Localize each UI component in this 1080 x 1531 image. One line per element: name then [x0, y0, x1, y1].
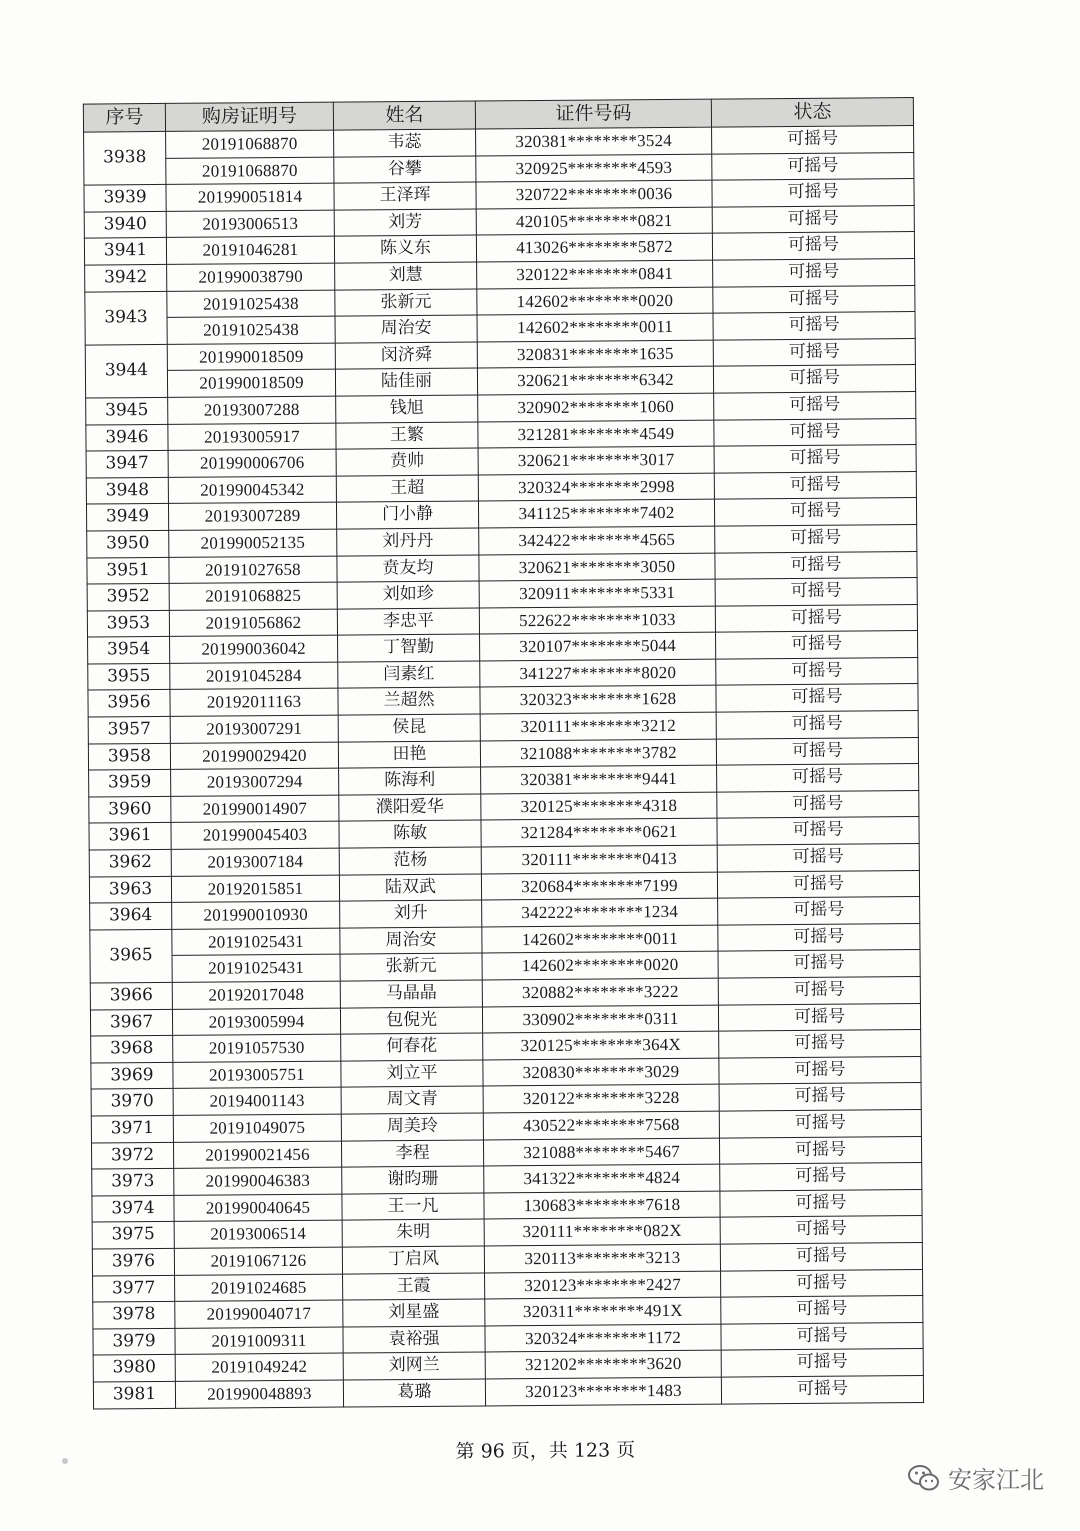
cell-cert-no: 20193006513: [166, 210, 334, 238]
wechat-icon: [908, 1464, 940, 1492]
cell-cert-no: 20193005994: [172, 1008, 340, 1036]
cell-seq: 3959: [89, 770, 171, 797]
cell-seq: 3977: [93, 1275, 175, 1302]
cell-status: 可摇号: [718, 923, 920, 951]
cell-status: 可摇号: [721, 1375, 923, 1403]
cell-status: 可摇号: [721, 1269, 923, 1297]
cell-cert-no: 201990052135: [169, 529, 337, 557]
cell-cert-no: 201990048893: [175, 1380, 343, 1408]
cell-id-no: 341227********8020: [480, 659, 716, 687]
cell-name: 周美玲: [341, 1113, 483, 1141]
cell-status: 可摇号: [715, 524, 917, 552]
cell-id-no: 320381********3524: [476, 127, 712, 155]
cell-name: 葛璐: [343, 1379, 485, 1407]
cell-id-no: 342422********4565: [479, 526, 715, 554]
cell-name: 陈义东: [334, 235, 476, 263]
cell-name: 谢昀珊: [342, 1166, 484, 1194]
cell-cert-no: 20191068870: [166, 130, 334, 158]
cell-name: 陆双武: [339, 874, 481, 902]
cell-cert-no: 20191049075: [173, 1114, 341, 1142]
cell-cert-no: 20192015851: [171, 875, 339, 903]
cell-status: 可摇号: [713, 285, 915, 313]
cell-cert-no: 20193007288: [168, 396, 336, 424]
cell-id-no: 342222********1234: [482, 898, 718, 926]
cell-cert-no: 20191025438: [167, 290, 335, 318]
cell-status: 可摇号: [719, 1083, 921, 1111]
cell-status: 可摇号: [714, 391, 916, 419]
cell-cert-no: 20193007289: [168, 502, 336, 530]
cell-seq: 3961: [89, 823, 171, 850]
cell-name: 范杨: [339, 847, 481, 875]
cell-cert-no: 201990040645: [174, 1194, 342, 1222]
cell-cert-no: 20193007291: [170, 715, 338, 743]
cell-status: 可摇号: [712, 126, 914, 154]
cell-cert-no: 20191024685: [175, 1274, 343, 1302]
cell-seq: 3953: [87, 610, 169, 637]
cell-seq: 3966: [90, 982, 172, 1009]
cell-name: 马晶晶: [340, 980, 482, 1008]
cell-name: 刘芳: [334, 209, 476, 237]
cell-id-no: 130683********7618: [484, 1191, 720, 1219]
cell-status: 可摇号: [713, 365, 915, 393]
cell-seq: 3945: [86, 397, 168, 424]
cell-id-no: 320122********0841: [477, 260, 713, 288]
cell-name: 丁启风: [342, 1246, 484, 1274]
cell-seq: 3960: [89, 796, 171, 823]
cell-status: 可摇号: [718, 977, 920, 1005]
cell-status: 可摇号: [715, 578, 917, 606]
cell-name: 周治安: [335, 315, 477, 343]
cell-cert-no: 201990040717: [175, 1300, 343, 1328]
cell-status: 可摇号: [719, 1030, 921, 1058]
cell-id-no: 142602********0020: [477, 287, 713, 315]
cell-status: 可摇号: [721, 1349, 923, 1377]
cell-cert-no: 201990021456: [173, 1141, 341, 1169]
cell-cert-no: 201990045342: [168, 476, 336, 504]
cell-id-no: 320621********6342: [477, 366, 713, 394]
cell-cert-no: 201990038790: [167, 263, 335, 291]
cell-seq: 3952: [87, 584, 169, 611]
cell-cert-no: 20191056862: [169, 609, 337, 637]
cell-id-no: 320621********3017: [478, 446, 714, 474]
cell-status: 可摇号: [718, 897, 920, 925]
cell-seq: 3946: [86, 424, 168, 451]
cell-id-no: 320123********2427: [485, 1271, 721, 1299]
cell-name: 刘网兰: [343, 1352, 485, 1380]
cell-cert-no: 20191009311: [175, 1327, 343, 1355]
cell-name: 王一凡: [342, 1193, 484, 1221]
cell-seq: 3941: [84, 238, 166, 265]
cell-seq: 3951: [87, 557, 169, 584]
cell-name: 刘慧: [335, 262, 477, 290]
cell-name: 濮阳爱华: [339, 794, 481, 822]
cell-name: 王繁: [336, 422, 478, 450]
cell-id-no: 320684********7199: [481, 872, 717, 900]
cell-cert-no: 20193007294: [171, 768, 339, 796]
cell-cert-no: 201990046383: [174, 1167, 342, 1195]
cell-name: 周治安: [340, 927, 482, 955]
cell-name: 张新元: [335, 289, 477, 317]
cell-seq: 3976: [92, 1248, 174, 1275]
cell-seq: 3948: [86, 477, 168, 504]
cell-cert-no: 20193005917: [168, 423, 336, 451]
cell-id-no: 320902********1060: [478, 393, 714, 421]
cell-id-no: 142602********0020: [482, 952, 718, 980]
cell-name: 张新元: [340, 953, 482, 981]
cell-status: 可摇号: [721, 1296, 923, 1324]
cell-seq: 3956: [88, 690, 170, 717]
cell-seq: 3967: [90, 1009, 172, 1036]
header-seq: 序号: [83, 103, 165, 132]
cell-status: 可摇号: [717, 870, 919, 898]
cell-cert-no: 20191057530: [173, 1034, 341, 1062]
cell-status: 可摇号: [713, 312, 915, 340]
header-name: 姓名: [333, 101, 475, 130]
cell-seq: 3954: [88, 637, 170, 664]
cell-status: 可摇号: [718, 1003, 920, 1031]
cell-status: 可摇号: [716, 657, 918, 685]
cell-id-no: 320107********5044: [480, 632, 716, 660]
cell-cert-no: 20191027658: [169, 556, 337, 584]
cell-name: 刘升: [340, 900, 482, 928]
cell-name: 闵济舜: [335, 342, 477, 370]
cell-name: 王超: [336, 475, 478, 503]
cell-cert-no: 20191068870: [166, 157, 334, 185]
watermark-text: 安家江北: [948, 1466, 1044, 1494]
cell-seq: 3978: [93, 1302, 175, 1329]
cell-name: 包倪光: [340, 1007, 482, 1035]
cell-status: 可摇号: [712, 205, 914, 233]
cell-id-no: 320831********1635: [477, 340, 713, 368]
cell-cert-no: 201990018509: [167, 369, 335, 397]
cell-id-no: 321284********0621: [481, 819, 717, 847]
cell-id-no: 320311********491X: [485, 1297, 721, 1325]
cell-name: 朱明: [342, 1219, 484, 1247]
cell-cert-no: 201990029420: [170, 742, 338, 770]
cell-seq: 3971: [91, 1115, 173, 1142]
cell-seq: 3955: [88, 663, 170, 690]
cell-seq: 3980: [93, 1355, 175, 1382]
cell-id-no: 320830********3029: [483, 1058, 719, 1086]
cell-name: 谷攀: [334, 156, 476, 184]
cell-cert-no: 201990010930: [172, 901, 340, 929]
cell-status: 可摇号: [715, 551, 917, 579]
cell-name: 刘星盛: [343, 1299, 485, 1327]
cell-cert-no: 20193007184: [171, 848, 339, 876]
cell-status: 可摇号: [718, 950, 920, 978]
cell-id-no: 142602********0011: [477, 313, 713, 341]
cell-status: 可摇号: [719, 1136, 921, 1164]
cell-id-no: 321088********3782: [480, 739, 716, 767]
cell-id-no: 420105********0821: [476, 207, 712, 235]
cell-status: 可摇号: [716, 684, 918, 712]
cell-seq: 3938: [84, 131, 166, 185]
header-cert-no: 购房证明号: [165, 102, 333, 131]
cell-id-no: 341125********7402: [478, 499, 714, 527]
page-number: 第 96 页，共 123 页: [455, 1439, 636, 1463]
cell-status: 可摇号: [714, 445, 916, 473]
cell-name: 田艳: [338, 741, 480, 769]
cell-seq: 3963: [89, 876, 171, 903]
cell-seq: 3957: [88, 716, 170, 743]
cell-cert-no: 20191025431: [172, 954, 340, 982]
cell-status: 可摇号: [716, 737, 918, 765]
cell-name: 韦蕊: [334, 129, 476, 157]
cell-seq: 3944: [85, 344, 167, 398]
cell-name: 丁智勤: [338, 634, 480, 662]
cell-status: 可摇号: [719, 1109, 921, 1137]
cell-status: 可摇号: [714, 498, 916, 526]
cell-id-no: 430522********7568: [483, 1111, 719, 1139]
cell-seq: 3974: [92, 1195, 174, 1222]
cell-name: 钱旭: [336, 395, 478, 423]
table-body: [84, 126, 924, 1409]
cell-cert-no: 20191046281: [166, 236, 334, 264]
cell-status: 可摇号: [720, 1189, 922, 1217]
cell-name: 贲友均: [337, 554, 479, 582]
cell-cert-no: 20191045284: [170, 662, 338, 690]
cell-id-no: 320381********9441: [481, 765, 717, 793]
cell-seq: 3950: [87, 530, 169, 557]
cell-cert-no: 20191025438: [167, 316, 335, 344]
cell-status: 可摇号: [717, 844, 919, 872]
cell-id-no: 320722********0036: [476, 180, 712, 208]
cell-status: 可摇号: [716, 631, 918, 659]
cell-status: 可摇号: [720, 1216, 922, 1244]
cell-id-no: 320122********3228: [483, 1084, 719, 1112]
cell-name: 何春花: [341, 1033, 483, 1061]
cell-name: 贲帅: [336, 448, 478, 476]
cell-name: 闫素红: [338, 661, 480, 689]
cell-id-no: 413026********5872: [476, 234, 712, 262]
cell-id-no: 321202********3620: [485, 1350, 721, 1378]
cell-status: 可摇号: [717, 764, 919, 792]
cell-name: 刘如珍: [337, 581, 479, 609]
cell-status: 可摇号: [717, 817, 919, 845]
cell-status: 可摇号: [713, 259, 915, 287]
cell-seq: 3964: [90, 903, 172, 930]
watermark: [908, 1460, 1044, 1495]
cell-status: 可摇号: [717, 790, 919, 818]
cell-seq: 3969: [91, 1062, 173, 1089]
cell-id-no: 320111********082X: [484, 1217, 720, 1245]
cell-id-no: 330902********0311: [482, 1005, 718, 1033]
cell-name: 陆佳丽: [335, 368, 477, 396]
cell-status: 可摇号: [716, 711, 918, 739]
cell-id-no: 320125********364X: [483, 1031, 719, 1059]
cell-name: 李程: [341, 1140, 483, 1168]
cell-seq: 3965: [90, 929, 172, 983]
cell-cert-no: 20191025431: [172, 928, 340, 956]
cell-status: 可摇号: [712, 152, 914, 180]
cell-id-no: 321281********4549: [478, 420, 714, 448]
cell-status: 可摇号: [719, 1056, 921, 1084]
cell-cert-no: 201990036042: [170, 635, 338, 663]
cell-seq: 3981: [93, 1381, 175, 1408]
cell-id-no: 320911********5331: [479, 579, 715, 607]
cell-status: 可摇号: [715, 604, 917, 632]
cell-name: 袁裕强: [343, 1326, 485, 1354]
cell-id-no: 320125********4318: [481, 792, 717, 820]
cell-status: 可摇号: [712, 179, 914, 207]
cell-cert-no: 201990051814: [166, 183, 334, 211]
cell-id-no: 320324********2998: [478, 473, 714, 501]
cell-name: 周文青: [341, 1086, 483, 1114]
cell-status: 可摇号: [720, 1242, 922, 1270]
cell-seq: 3943: [85, 291, 167, 345]
cell-seq: 3962: [89, 849, 171, 876]
cell-cert-no: 20191068825: [169, 582, 337, 610]
cell-status: 可摇号: [714, 418, 916, 446]
cell-id-no: 142602********0011: [482, 925, 718, 953]
cell-cert-no: 20193005751: [173, 1061, 341, 1089]
cell-name: 陈海利: [339, 767, 481, 795]
cell-seq: 3972: [91, 1142, 173, 1169]
cell-id-no: 320323********1628: [480, 686, 716, 714]
cell-seq: 3968: [91, 1036, 173, 1063]
cell-seq: 3979: [93, 1328, 175, 1355]
cell-name: 门小静: [336, 501, 478, 529]
cell-id-no: 341322********4824: [484, 1164, 720, 1192]
cell-name: 王霞: [343, 1272, 485, 1300]
cell-id-no: 522622********1033: [479, 606, 715, 634]
cell-name: 刘丹丹: [337, 528, 479, 556]
cell-seq: 3958: [88, 743, 170, 770]
cell-name: 兰超然: [338, 687, 480, 715]
cell-cert-no: 201990018509: [167, 343, 335, 371]
cell-cert-no: 201990014907: [171, 795, 339, 823]
cell-id-no: 321088********5467: [483, 1138, 719, 1166]
cell-name: 李忠平: [337, 608, 479, 636]
cell-cert-no: 201990006706: [168, 449, 336, 477]
cell-status: 可摇号: [720, 1163, 922, 1191]
cell-seq: 3970: [91, 1089, 173, 1116]
cell-cert-no: 20191049242: [175, 1353, 343, 1381]
cell-status: 可摇号: [713, 338, 915, 366]
cell-id-no: 320123********1483: [485, 1377, 721, 1405]
cell-status: 可摇号: [712, 232, 914, 260]
cell-name: 陈敏: [339, 820, 481, 848]
cell-name: 刘立平: [341, 1060, 483, 1088]
cell-name: 王泽珲: [334, 182, 476, 210]
cell-cert-no: 201990045403: [171, 822, 339, 850]
header-status: 状态: [711, 98, 913, 128]
cell-seq: 3942: [85, 264, 167, 291]
cell-seq: 3940: [84, 211, 166, 238]
cell-seq: 3949: [86, 504, 168, 531]
cell-id-no: 320113********3213: [484, 1244, 720, 1272]
cell-cert-no: 20192011163: [170, 689, 338, 717]
header-id-no: 证件号码: [475, 99, 711, 129]
cell-id-no: 320882********3222: [482, 978, 718, 1006]
cell-id-no: 320111********0413: [481, 845, 717, 873]
cell-seq: 3973: [92, 1169, 174, 1196]
scan-speck: [62, 1458, 68, 1464]
cell-cert-no: 20193006514: [174, 1220, 342, 1248]
roster-table: [83, 97, 924, 1409]
cell-name: 侯昆: [338, 714, 480, 742]
cell-seq: 3947: [86, 451, 168, 478]
cell-id-no: 320925********4593: [476, 154, 712, 182]
cell-id-no: 320621********3050: [479, 553, 715, 581]
cell-cert-no: 20191067126: [174, 1247, 342, 1275]
cell-status: 可摇号: [721, 1322, 923, 1350]
cell-id-no: 320324********1172: [485, 1324, 721, 1352]
cell-seq: 3975: [92, 1222, 174, 1249]
cell-status: 可摇号: [714, 471, 916, 499]
cell-cert-no: 20192017048: [172, 981, 340, 1009]
cell-id-no: 320111********3212: [480, 712, 716, 740]
cell-cert-no: 20194001143: [173, 1087, 341, 1115]
cell-seq: 3939: [84, 185, 166, 212]
